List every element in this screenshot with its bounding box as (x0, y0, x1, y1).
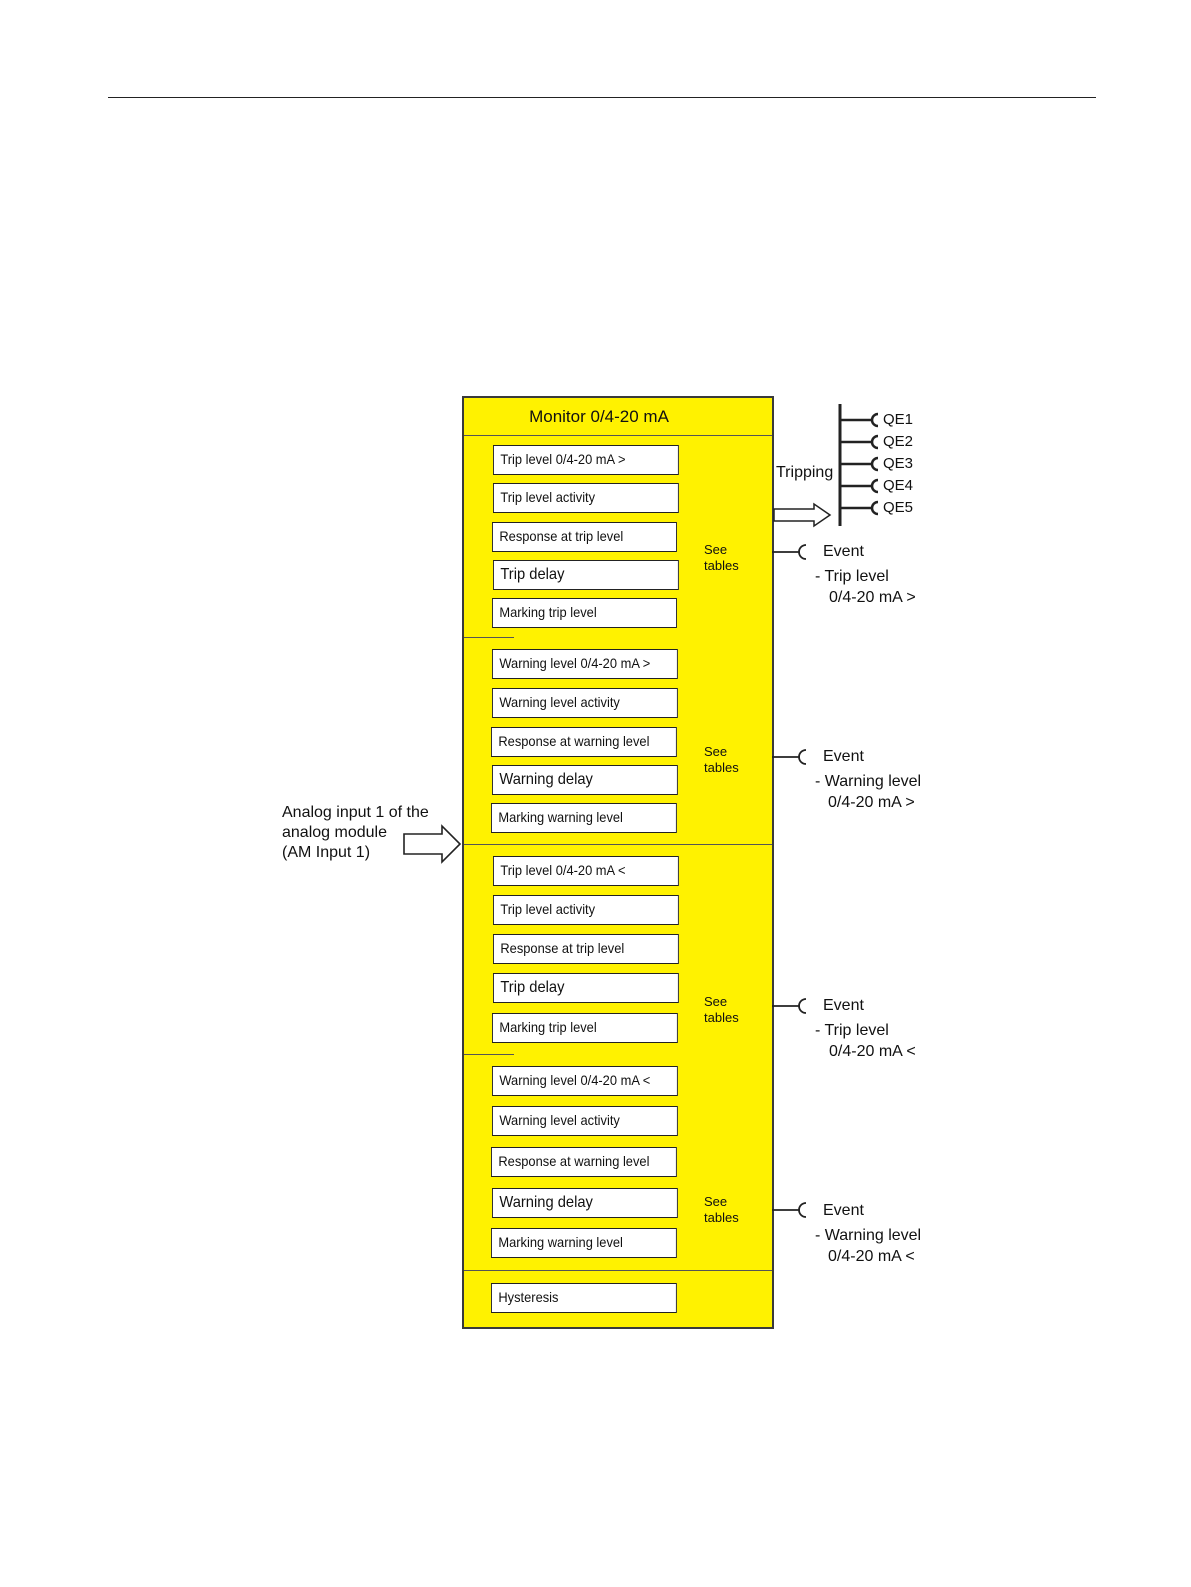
param-warning-delay: Warning delay (492, 765, 678, 795)
event-line: - Warning level (815, 773, 922, 790)
output-qe1: QE1 (883, 411, 914, 428)
param-warning-level-lt: Warning level 0/4-20 mA < (492, 1066, 678, 1096)
tripping-label: Tripping (776, 464, 834, 481)
see-tables-note: See tables (704, 994, 739, 1025)
param-trip-delay: Trip delay (493, 973, 679, 1003)
output-qe2: QE2 (883, 433, 914, 450)
event-line: - Warning level (815, 1227, 922, 1244)
event-line: 0/4-20 mA > (829, 589, 916, 606)
monitor-title: Monitor 0/4-20 mA (529, 407, 669, 426)
event-line: 0/4-20 mA > (828, 794, 915, 811)
param-warning-level-activity: Warning level activity (492, 1106, 678, 1136)
param-marking-trip: Marking trip level (492, 1013, 678, 1043)
param-response-warning: Response at warning level (491, 1147, 677, 1177)
param-marking-warning: Marking warning level (491, 1228, 677, 1258)
param-marking-warning: Marking warning level (491, 803, 677, 833)
see-tables-note: See tables (704, 744, 739, 775)
tripping-arrow (774, 504, 830, 526)
output-qe3: QE3 (883, 455, 914, 472)
input-label: Analog input 1 of the analog module (AM Input 1) (282, 804, 429, 861)
param-trip-delay: Trip delay (493, 560, 679, 590)
param-response-trip: Response at trip level (493, 934, 679, 964)
param-trip-level-activity: Trip level activity (493, 895, 679, 925)
param-warning-level-activity: Warning level activity (492, 688, 678, 718)
event-title: Event (823, 1202, 864, 1219)
event-line: 0/4-20 mA < (829, 1043, 916, 1060)
output-qe4: QE4 (883, 477, 914, 494)
param-warning-level-gt: Warning level 0/4-20 mA > (492, 649, 678, 679)
see-tables-note: See tables (704, 542, 739, 573)
param-response-warning: Response at warning level (491, 727, 677, 757)
event-title: Event (823, 997, 864, 1014)
param-warning-delay: Warning delay (492, 1188, 678, 1218)
qe-branches (840, 414, 878, 514)
output-qe5: QE5 (883, 499, 914, 516)
param-trip-level-activity: Trip level activity (493, 483, 679, 513)
event-connectors (772, 545, 806, 1217)
param-marking-trip: Marking trip level (492, 598, 677, 628)
param-response-trip: Response at trip level (492, 522, 677, 552)
see-tables-note: See tables (704, 1194, 739, 1225)
event-line: - Trip level (815, 568, 889, 585)
param-trip-level-lt: Trip level 0/4-20 mA < (493, 856, 679, 886)
event-line: - Trip level (815, 1022, 889, 1039)
param-hysteresis: Hysteresis (491, 1283, 677, 1313)
event-title: Event (823, 748, 864, 765)
param-trip-level-gt: Trip level 0/4-20 mA > (493, 445, 679, 475)
event-title: Event (823, 543, 864, 560)
event-line: 0/4-20 mA < (828, 1248, 915, 1265)
